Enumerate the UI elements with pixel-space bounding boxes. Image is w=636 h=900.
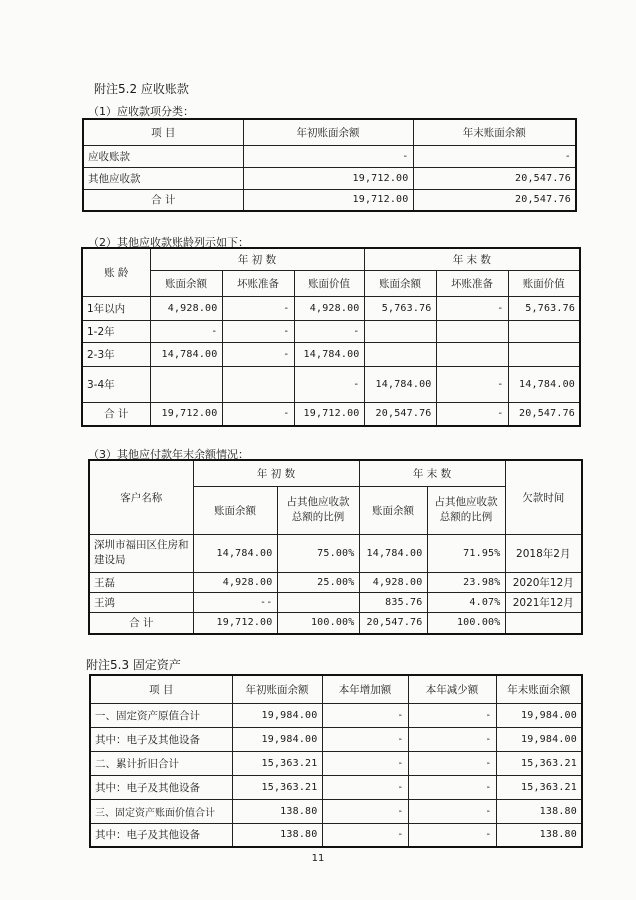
col-header: 账面价值 <box>294 270 364 296</box>
cell: 138.80 <box>496 799 582 823</box>
cell <box>222 366 294 402</box>
cell: 4,928.00 <box>294 296 364 320</box>
col-header: 本年减少额 <box>408 675 496 703</box>
subheading-2: （2）其他应收款账龄列示如下： <box>88 236 249 249</box>
cell: 1-2年 <box>82 320 150 342</box>
cell <box>436 320 508 342</box>
col-header: 年初账面余额 <box>243 119 413 145</box>
cell: 2-3年 <box>82 342 150 366</box>
receivables-classification-table <box>82 118 577 212</box>
cell <box>508 320 580 342</box>
cell: 3-4年 <box>82 366 150 402</box>
cell: 深圳市福田区住房和建设局 <box>89 534 193 572</box>
subheading-3: （3）其他应付款年末余额情况： <box>88 448 249 461</box>
cell: - <box>413 145 576 167</box>
cell: 14,784.00 <box>359 534 427 572</box>
cell: 4,928.00 <box>193 572 277 592</box>
cell: - <box>294 366 364 402</box>
cell: 二、累计折旧合计 <box>90 751 232 775</box>
table-header-row <box>83 119 576 145</box>
cell: 5,763.76 <box>508 296 580 320</box>
col-header: 账面余额 <box>359 486 427 534</box>
table-row <box>89 572 582 592</box>
fixed-assets-table <box>89 674 583 848</box>
cell: 其中：电子及其他设备 <box>90 775 232 799</box>
cell: - <box>322 823 408 847</box>
col-header: 客户名称 <box>89 460 193 534</box>
cell: - <box>436 402 508 426</box>
cell: - <box>322 799 408 823</box>
cell: 2021年12月 <box>505 592 582 612</box>
cell: 4.07% <box>427 592 505 612</box>
cell <box>364 320 436 342</box>
cell: 其中：电子及其他设备 <box>90 823 232 847</box>
cell: 15,363.21 <box>232 775 322 799</box>
cell: - <box>294 320 364 342</box>
cell: - <box>408 799 496 823</box>
table-row <box>90 751 582 775</box>
cell: 20,547.76 <box>413 189 576 211</box>
col-header: 项 目 <box>83 119 243 145</box>
cell: 14,784.00 <box>364 366 436 402</box>
cell: 5,763.76 <box>364 296 436 320</box>
cell: - <box>322 751 408 775</box>
cell: 王鸿 <box>89 592 193 612</box>
col-header: 账面余额 <box>364 270 436 296</box>
cell: 合 计 <box>82 402 150 426</box>
cell: 1年以内 <box>82 296 150 320</box>
cell: 4,928.00 <box>359 572 427 592</box>
cell: 19,712.00 <box>150 402 222 426</box>
cell: - <box>408 775 496 799</box>
cell: 19,984.00 <box>496 703 582 727</box>
cell: 15,363.21 <box>232 751 322 775</box>
cell: - <box>436 296 508 320</box>
cell: 138.80 <box>232 799 322 823</box>
table-row <box>82 366 580 402</box>
cell: 138.80 <box>496 823 582 847</box>
section-heading-5-2: 附注5.2 应收账款 <box>94 82 189 96</box>
cell: 2018年2月 <box>505 534 582 572</box>
table-row <box>90 703 582 727</box>
col-header: 占其他应收款总额的比例 <box>427 486 505 534</box>
table-header-row <box>82 248 580 270</box>
cell: - <box>408 751 496 775</box>
cell: 20,547.76 <box>508 402 580 426</box>
table-row <box>82 296 580 320</box>
col-header: 账面余额 <box>150 270 222 296</box>
cell: - <box>243 145 413 167</box>
cell: 835.76 <box>359 592 427 612</box>
col-header: 年 末 数 <box>364 248 580 270</box>
cell: - <box>150 320 222 342</box>
cell: 19,712.00 <box>294 402 364 426</box>
cell: 100.00% <box>427 612 505 634</box>
col-header: 年 末 数 <box>359 460 505 486</box>
table-header-row <box>82 270 580 296</box>
cell: - <box>322 727 408 751</box>
cell: 14,784.00 <box>294 342 364 366</box>
cell: 其中：电子及其他设备 <box>90 727 232 751</box>
cell: 25.00% <box>277 572 359 592</box>
table-header-row <box>90 675 582 703</box>
cell: 应收账款 <box>83 145 243 167</box>
section-heading-5-3: 附注5.3 固定资产 <box>86 658 181 672</box>
cell: -- <box>193 592 277 612</box>
cell: - <box>222 402 294 426</box>
cell: 138.80 <box>232 823 322 847</box>
cell: 71.95% <box>427 534 505 572</box>
table-row <box>90 823 582 847</box>
table-total-row <box>89 612 582 634</box>
table-row <box>89 534 582 572</box>
cell: 19,984.00 <box>496 727 582 751</box>
cell: 100.00% <box>277 612 359 634</box>
cell: 20,547.76 <box>364 402 436 426</box>
cell <box>436 342 508 366</box>
cell: - <box>408 727 496 751</box>
cell: - <box>436 366 508 402</box>
subheading-1: （1）应收款项分类： <box>88 105 194 118</box>
cell <box>508 342 580 366</box>
cell <box>150 366 222 402</box>
cell: 4,928.00 <box>150 296 222 320</box>
col-header: 项 目 <box>90 675 232 703</box>
table-row <box>82 320 580 342</box>
cell: 75.00% <box>277 534 359 572</box>
cell: 19,712.00 <box>243 167 413 189</box>
table-row <box>82 342 580 366</box>
cell: - <box>322 703 408 727</box>
year-end-balance-table <box>88 459 583 635</box>
cell: 合 计 <box>89 612 193 634</box>
cell: 19,712.00 <box>243 189 413 211</box>
table-row <box>90 799 582 823</box>
col-header: 年末账面余额 <box>413 119 576 145</box>
cell: 14,784.00 <box>150 342 222 366</box>
cell: 14,784.00 <box>193 534 277 572</box>
cell: - <box>222 320 294 342</box>
cell: 20,547.76 <box>359 612 427 634</box>
cell: - <box>408 823 496 847</box>
cell: 王磊 <box>89 572 193 592</box>
cell: 15,363.21 <box>496 751 582 775</box>
cell <box>505 612 582 634</box>
col-header: 本年增加额 <box>322 675 408 703</box>
col-header: 坏账准备 <box>222 270 294 296</box>
table-row <box>90 775 582 799</box>
cell: 19,712.00 <box>193 612 277 634</box>
cell: 19,984.00 <box>232 727 322 751</box>
col-header: 占其他应收款总额的比例 <box>277 486 359 534</box>
cell: - <box>222 296 294 320</box>
cell: 20,547.76 <box>413 167 576 189</box>
cell: 一、固定资产原值合计 <box>90 703 232 727</box>
col-header: 年初账面余额 <box>232 675 322 703</box>
page-number: 11 <box>311 853 325 864</box>
table-total-row <box>83 189 576 211</box>
table-row <box>83 145 576 167</box>
col-header: 年 初 数 <box>193 460 359 486</box>
cell: 2020年12月 <box>505 572 582 592</box>
table-row <box>89 592 582 612</box>
col-header: 账 龄 <box>82 248 150 296</box>
col-header: 欠款时间 <box>505 460 582 534</box>
cell: 23.98% <box>427 572 505 592</box>
cell: - <box>408 703 496 727</box>
cell: 15,363.21 <box>496 775 582 799</box>
col-header: 账面价值 <box>508 270 580 296</box>
table-row <box>90 727 582 751</box>
cell <box>364 342 436 366</box>
cell: 合 计 <box>83 189 243 211</box>
col-header: 账面余额 <box>193 486 277 534</box>
table-row <box>83 167 576 189</box>
cell: 19,984.00 <box>232 703 322 727</box>
table-header-row <box>89 460 582 486</box>
col-header: 坏账准备 <box>436 270 508 296</box>
col-header: 年末账面余额 <box>496 675 582 703</box>
cell: 14,784.00 <box>508 366 580 402</box>
cell: 三、固定资产账面价值合计 <box>90 799 232 823</box>
cell: - <box>222 342 294 366</box>
aging-table <box>81 247 581 427</box>
cell: 其他应收款 <box>83 167 243 189</box>
cell: - <box>322 775 408 799</box>
col-header: 年 初 数 <box>150 248 364 270</box>
table-total-row <box>82 402 580 426</box>
cell <box>277 592 359 612</box>
